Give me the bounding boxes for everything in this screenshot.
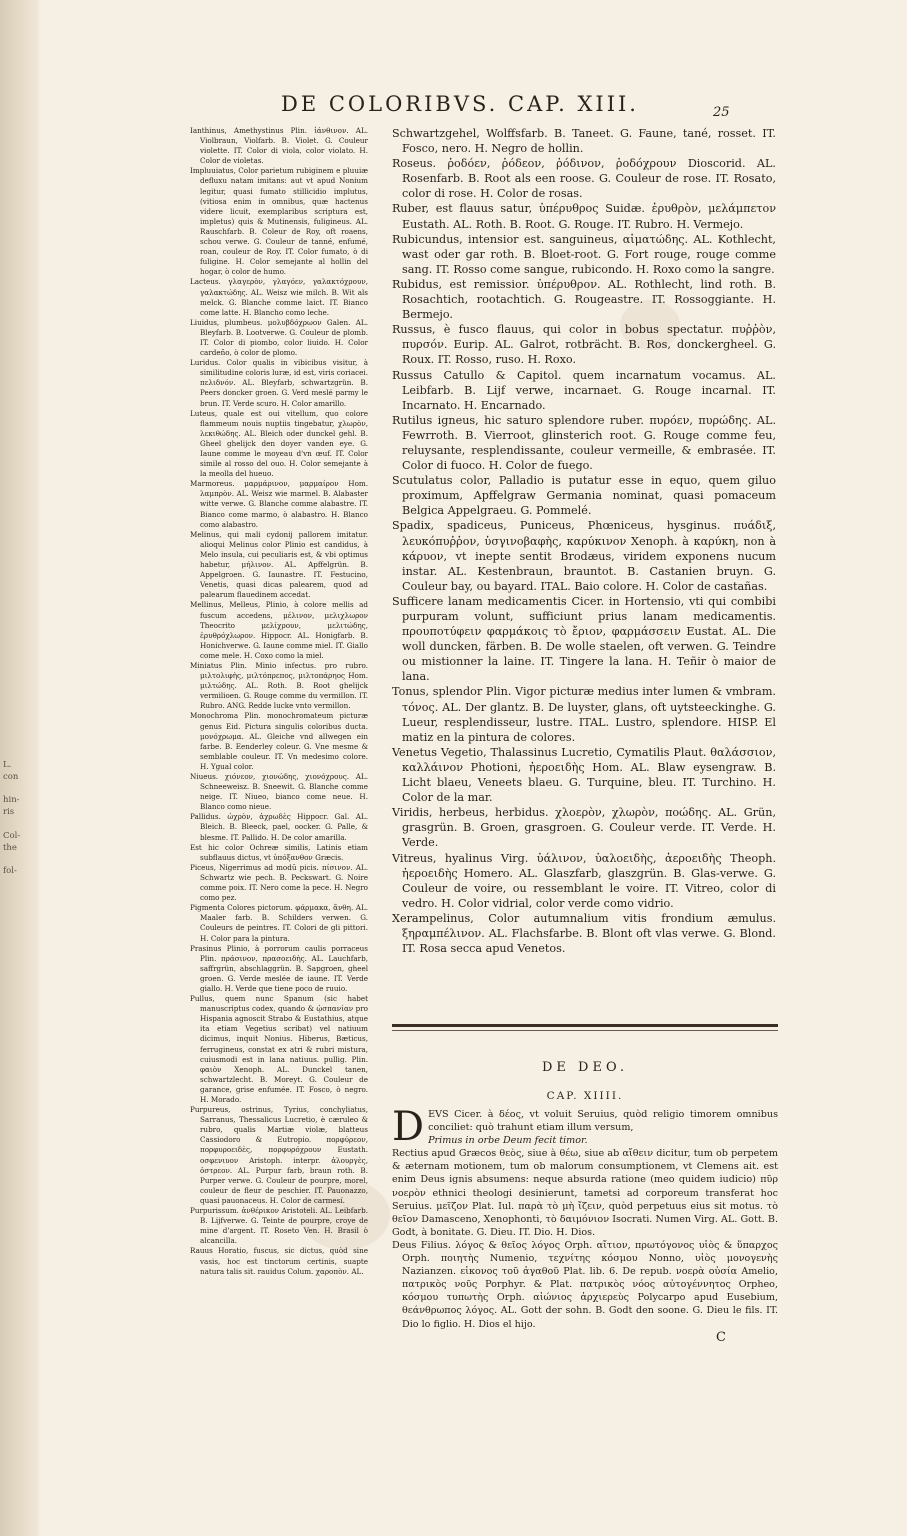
dictionary-entry: Impluuiatus, Color parietum rubiginem e pluuiæ defluxu natam imitans: aut vt apud Nonium legitur, quasi fumato stillicidio implutus, (vitiosa enim in omnibus, quæ hactenus videre licuit, exemplaribus scriptura est, impletus) quis & Mutinensis, fuligineus. AL. Rauschfarb. B. Coleur de Roy, oft roaens, schou verwe. G. Couleur de tanné, enfumé, roan, couleur de Roy. IT. Color fumato, ò di fuligine. H. Color semejante al hollin del hogar, ò color de humo. [190, 166, 368, 277]
dictionary-entry: Ianthinus, Amethystinus Plin. ἰάνθινον. AL. Violbraun, Violfarb. B. Violet. G. Couleur violette. IT. Color di viola, color violato. H. Color de violetas. [190, 126, 368, 166]
section-paragraph: EVS Cicer. à δέος, vt voluit Seruius, quòd religio timorem omnibus conciliet: quò trahunt etiam illum versum, [428, 1109, 778, 1134]
dictionary-entry: Liuidus, plumbeus. μολυβδόχρωον Galen. AL. Bleyfarb. B. Lootverwe. G. Couleur de plomb. IT. Color di piombo, color liuido. H. Color cardeño, ò color de plomo. [190, 317, 368, 358]
section-paragraph: Deus Filius. λόγος & θεῖος λόγος Orph. αἴτιον, πρωτόγονος υἱὸς & ὕπαρχος Orph. ποιητὴς Numenio, τεχνίτης κόσμου Nonno, υἱὸς μονογενὴς Nazianzen. εἰκονος τοῦ ἀγαθοῦ Plat. lib. 6. De repub. νοερὰ οὐσία Amelio, πατρικὸς νοῦς Porphyr. & Plat. πατρικὸς νόος αὐτογέννητος Orpheo, κόσμου τυπωτὴς Orph. αἰώνιος ἀρχιερεὺς Polycarpo apud Eusebium, θεάνθρωπος λόγος. AL. Gott der sohn. B. Godt den soone. G. Dieu le fils. IT. Dio lo figlio. H. Dios el hijo. [392, 1239, 778, 1330]
dictionary-entry: Vitreus, hyalinus Virg. ὑάλινον, ὑαλοειδὴς, ἀεροειδὴς Theoph. ἠεροειδὴς Homero. AL. Glaszfarb, glaszgrün. B. Glas-verwe. G. Couleur de voire, ou ressemblant le voire. IT. Vitreo, color di vedro. H. Color vidrial, color verde como vidrio. [392, 851, 776, 910]
drop-cap: D [392, 1104, 425, 1150]
dictionary-entry: Rubidus, est remissior. ὑπέρυθρον. AL. Rothlecht, lind roth. B. Rosachtich, rootachtich. G. Rougeastre. IT. Rossoggiante. H. Bermejo. [392, 277, 776, 322]
dictionary-entry: Lacteus. γλαγερὸν, γλαγόεν, γαλακτόχρουν, γαλακτώδης. AL. Weisz wie milch. B. Wit als melck. G. Blanche comme laict. IT. Bianco come latte. H. Blancho como leche. [190, 277, 368, 317]
gutter-fragments: L. con hin- ris Col- the fol- [3, 760, 21, 877]
section-paragraph: Rectius apud Græcos θεὸς, siue à θέω, siue ab αἴθειν dicitur, tum ob perpetem & æternam motionem, tum ob malorum consumptionem, vt Clemens ait. est enim Deus ignis absumens: neque absurda ratione (meo quidem iudicio) πῦρ νοερὸν ethnici theologi desinierunt, tametsi ad corporeum transferat hoc Seruius. μεῖζον Plat. Iul. παρὰ τὸ μὴ ἴζειν, quòd perpetuus eius sit motus. τὸ θεῖον Damasceno, Xenophonti, τὸ δαιμόνιον Isocrati. Numen Virg. AL. Gott. B. Godt, à bonitate. G. Dieu. IT. Dio. H. Dios. [392, 1148, 778, 1238]
dictionary-entry: Venetus Vegetio, Thalassinus Lucretio, Cymatilis Plaut. θαλάσσιον, καλλάινον Photioni, ἠεροειδὴς Hom. AL. Blaw eysengraw. B. Licht blaeu, Veneets blaeu. G. Turquine, bleu. IT. Turchino. H. Color de la mar. [392, 745, 776, 805]
section-body [392, 1104, 778, 1331]
catchword: C [716, 1330, 726, 1345]
section-paragraph: Primus in orbe Deum fecit timor. [428, 1135, 588, 1147]
dictionary-entry: Rauus Horatio, fuscus, sic dictus, quòd sine vasis, hoc est tinctorum certinis, suapte natura talis sit. rauidus Colum. χαροπὸν. AL. [190, 1246, 368, 1276]
dictionary-entry: Monochroma Plin. monochromateum picturæ genus Eid. Pictura singulis coloribus ducta. μονόχρωμα. AL. Gleiche vnd allwegen ein farbe. B. Eenderley coleur. G. Vne mesme & semblable couleur. IT. Vn medesimo colore. H. Ygual color. [190, 711, 368, 771]
section-chapter: CAP. XIIII. [546, 1090, 624, 1102]
dictionary-entry: Sufficere lanam medicamentis Cicer. in Hortensio, vti qui combibi purpuram volunt, sufficiunt prius lanam medicamentis. προυποτύφειν φαρμάκοις τὸ ἔριον, φαρμάσσειν Eustat. AL. Die woll duncken, färben. B. De wolle staelen, oft verwen. G. Teindre ou mistionner la laine. IT. Tingere la lana. H. Teñir ò maior de lana. [392, 594, 776, 684]
dictionary-entry: Luteus, quale est oui vitellum, quo colore flammeum nouis nuptiis tingebatur, χλωρὸν, λεκιθώδης. AL. Bleich oder dunckel gehl. B. Gheel ghelijck den doyer vanden eye. G. Iaune comme le moyeau d'vn œuf. IT. Color simile al rosso del ouo. H. Color semejante à la meolla del hueuo. [190, 408, 368, 479]
dictionary-entry: Rubicundus, intensior est. sanguineus, αἱματώδης. AL. Kothlecht, wast oder gar roth. B. Bloet-root. G. Fort rouge, rouge comme sang. IT. Rosso come sangue, rubicondo. H. Roxo como la sangre. [392, 232, 776, 276]
dictionary-entry: Xerampelinus, Color autumnalium vitis frondium æmulus. ξηραμπέλινον. AL. Flachsfarbe. B. Blont oft vlas verwe. G. Blond. IT. Rosa secca apud Venetos. [392, 911, 776, 956]
dictionary-entry: Pullus, quem nunc Spanum (sic habet manuscriptus codex, quando & ᾠσπανίαν pro Hispania agnoscit Strabo & Eustathius, atque ita etiam Vegetius scribat) vel natiuum dicimus, inquit Nonius. Hiberus, Bæticus, ferrugineus, constat ex atri & rubri mistura, cuiusmodi est in lana natiuus. pullig. Plin. φαιὸν Xenoph. AL. Dunckel tanen, schwartzlecht. B. Moreyt. G. Couleur de garance, grise enfumée. IT. Fosco, ò negro. H. Morado. [190, 994, 368, 1104]
dictionary-entry: Miniatus Plin. Minio infectus. pro rubro. μιλτολιφὴς, μιλτόπρεπος, μιλτοπάρηος Hom. μιλτώδης. AL. Roth. B. Root ghelijck vermilioen. G. Rouge comme du vermillon. IT. Rubro. ANG. Redde lucke vnto vermillon. [190, 660, 368, 711]
dictionary-entry: Purpurissum. ἀνθέρικον Aristoteli. AL. Leibfarb. B. Lijfverwe. G. Teinte de pourpre, croye de mine d'argent. IT. Roseto Ven. H. Brasil ò alcancilla. [190, 1206, 368, 1246]
dictionary-entry: Prasinus Plinio, à porrorum caulis porraceus Plin. πράσινον, πρασοειδὴς. AL. Lauchfarb, saffrgrün, abschlaggrün. B. Sapgroen, gheel groen. G. Verde meslée de iaune. IT. Verde giallo. H. Verde que tiene poco de ruuio. [190, 943, 368, 993]
dictionary-entry: Niueus. χιόνεον, χιονώδης, χιονόχρους. AL. Schneeweisz. B. Sneewit. G. Blanche comme neige. IT. Niueo, bianco come neue. H. Blanco como nieue. [190, 772, 368, 812]
dictionary-entry: Tonus, splendor Plin. Vigor picturæ medius inter lumen & vmbram. τόνος. AL. Der glantz. B. De luyster, glans, oft uytsteeckinghe. G. Lueur, resplendisseur, lustre. ITAL. Lustro, splendore. HISP. El matiz en la pintura de colores. [392, 685, 776, 744]
dictionary-entry: Piceus, Nigerrimus ad modū picis. πίσινον. AL. Schwartz wie pech. B. Peckswart. G. Noire comme poix. IT. Nero come la pece. H. Negro como pez. [190, 862, 368, 903]
dictionary-entry: Pallidus. ὠχρὸν, ἀχρωδὲς Hippocr. Gal. AL. Bleich. B. Bleeck, pael, oocker. G. Palle, & blesme. IT. Pallido. H. De color amarilla. [190, 812, 368, 842]
dictionary-entry: Russus, è fusco flauus, qui color in bobus spectatur. πυῤῥὸν, πυρσόν. Eurip. AL. Galrot, rotbrächt. B. Ros, donckergheel. G. Roux. IT. Rosso, ruso. H. Roxo. [392, 323, 776, 367]
dictionary-entry: Rutilus igneus, hic saturo splendore ruber. πυρόεν, πυρώδης. AL. Fewrroth. B. Vierroot, glinsterich root. G. Rouge comme feu, reluysante, resplendissante, couleur vermeille, & embrasée. IT. Color di fuoco. H. Color de fuego. [392, 413, 776, 473]
dictionary-entry: Scutulatus color, Palladio is putatur esse in equo, quem giluo proximum, Apffelgraw Germania nominat, quasi pomaceum Belgica Appelgraeu. G. Pommelé. [392, 474, 776, 518]
running-head: DE COLORIBVS. CAP. XIII. [281, 92, 639, 116]
dictionary-entry: Pigmenta Colores pictorum. φάρμακα, ἄνθη. AL. Maaler farb. B. Schilders verwen. G. Couleurs de peintres. IT. Colori de gli pittori. H. Color para la pintura. [190, 903, 368, 943]
left-column [190, 126, 368, 1277]
dictionary-entry: Marmoreus. μαρμάρινον, μαρμαίρον Hom. λαμπρὸν. AL. Weisz wie marmel. B. Alabaster witte verwe. G. Blanche comme alabastre. IT. Bianco come marmo, ò alabastro. H. Blanco como alabastro. [190, 479, 368, 529]
section-rule [392, 1024, 778, 1027]
dictionary-entry: Purpureus, ostrinus, Tyrius, conchyliatus, Sarranus, Thessalicus Lucretio, è cæruleo & rubro, qualis Martiæ violæ, blatteus Cassiodoro & Eutropio. πορφύρεον, πορφυροειδὲς, πορφυρόχρουν Eustath. οσφενιυον Aristoph. interpr. ἁλουργὲς, ὀστρεον. AL. Purpur farb, braun roth. B. Purper verwe. G. Couleur de pourpre, morel, couleur de fleur de peschier. IT. Pauonazzo, quasi pauonaceus. H. Color de carmesí. [190, 1105, 368, 1205]
page-number: 25 [713, 105, 730, 120]
dictionary-entry: Roseus. ῥοδόεν, ῥόδεον, ῥόδινον, ῥοδόχρουν Dioscorid. AL. Rosenfarb. B. Root als een roose. G. Couleur de rose. IT. Rosato, color di rose. H. Color de rosas. [392, 157, 776, 201]
dictionary-entry: Mellinus, Melleus, Plinio, à colore mellis ad fuscum accedens, μέλινον, μελιχλωρον Theocrito μελίχρουν, μελιτώδης, ἐρυθρόχλωρον. Hippocr. AL. Honigfarb. B. Honichverwe. G. Iaune comme miel. IT. Giallo come mele. H. Coxo como la miel. [190, 600, 368, 660]
dictionary-entry: Spadix, spadiceus, Puniceus, Phœniceus, hysginus. πυάδιξ, λευκόπυῤῥον, ὑσγινοβαφὴς, καρύκινον Xenoph. à καρύκη, non à κάρυον, vt inepte sentit Brodæus, viridem exponens nucum instar. AL. Kestenbraun, brauntot. B. Castanien bruyn. G. Couleur bay, ou bayard. ITAL. Baio colore. H. Color de castañas. [392, 519, 776, 593]
section-rule-thin [392, 1030, 778, 1031]
dictionary-entry: Russus Catullo & Capitol. quem incarnatum vocamus. AL. Leibfarb. B. Lijf verwe, incarnaet. G. Rouge incarnal. IT. Incarnato. H. Encarnado. [392, 368, 776, 412]
dictionary-entry: Ruber, est flauus satur, ὑπέρυθρος Suidæ. ἐρυθρὸν, μελάμπετον Eustath. AL. Roth. B. Root. G. Rouge. IT. Rubro. H. Vermejo. [392, 202, 776, 231]
right-column [392, 126, 776, 956]
dictionary-entry: Schwartzgehel, Wolffsfarb. B. Taneet. G. Faune, tané, rosset. IT. Fosco, nero. H. Negro de hollin. [392, 127, 776, 156]
dictionary-entry: Melinus, qui mali cydonij pallorem imitatur. alioqui Melinus color Plinio est candidus, à Melo insula, cui peculiaris est, & vbi optimus habetur, μήλινον. AL. Apffelgrün. B. Appelgroen. G. Iaunastre. IT. Festucino, Venetis, quasi dicas palearem, quod ad palearum flauedinem accedat. [190, 529, 368, 600]
facing-page-gutter [0, 0, 38, 1536]
dictionary-entry: Viridis, herbeus, herbidus. χλοερὸν, χλωρὸν, ποώδης. AL. Grün, grasgrün. B. Groen, grasgroen. G. Couleur verde. IT. Verde. H. Verde. [392, 806, 776, 850]
dictionary-entry: Est hic color Ochreæ similis, Latinis etiam subflauus dictus, vt ὑπόξανθον Græcis. [190, 842, 368, 862]
dictionary-entry: Luridus. Color qualis in vibicibus visitur, à similitudine coloris luræ, id est, viris coriacei. πελιδνόν. AL. Bleyfarb, schwartzgrün. B. Peers doncker groen. G. Verd meslé parmy le brun. IT. Verde scuro. H. Color amarillo. [190, 358, 368, 408]
section-title: DE DEO. [542, 1060, 628, 1075]
